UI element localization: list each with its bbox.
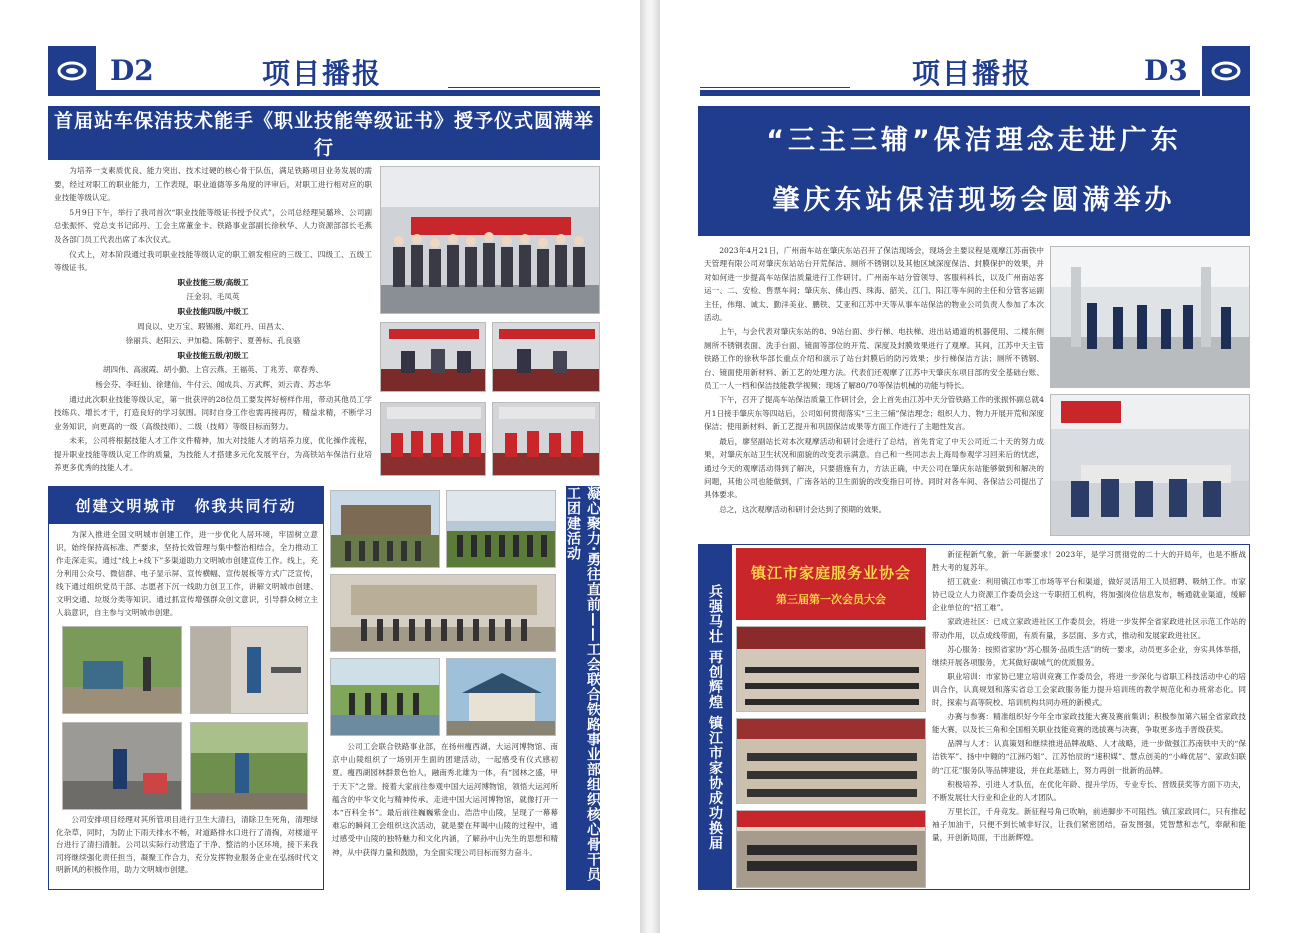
banner-meeting-name: 第三届第一次会员大会 bbox=[776, 592, 886, 606]
paragraph: 2023年4月21日，广州南车站在肇庆东站召开了保洁现场会，现场会主要议程是观摩江苏南铁中天管理有限公司对肇庆东站站台开荒保洁、厕所不锈钢以及其他区域深度保洁、封膜保护的效果，并对如何进一步提高车站保洁质量进行工作研讨。广州南车站分管领导、客服科科长，以及广州南站客运一、二、安检、售票车间；肇庆东、佛山西、珠海、韶关、江门、阳江等车间的主任和分管客运副主任，伟翔、诚太、勤洋美业、鹏铁、艾亚和江苏中天等从事车站保洁的物业公司负责人参加了本次活动。 bbox=[704, 246, 1044, 323]
page-number: D3 bbox=[1144, 54, 1188, 87]
section-title: 项目播报 bbox=[262, 57, 383, 90]
grade-four-names: 周良以、史万宝、瑕锡湘、郑红丹、田昌太、 bbox=[137, 321, 289, 331]
photo-trip-museum bbox=[330, 574, 556, 652]
paragraph: 5月9日下午，举行了我司首次“职业技能等级证书授予仪式”，公司总经理吴璐珍、公司副总张振怀、党总支书记邱丹、工会主席董金卡、铁路事业部副长徐秋华、人力资源部部长毛燕及各部门员工代表出席了本次仪式。 bbox=[54, 207, 372, 244]
paragraph: 上午，与会代表对肇庆东站的8、9站台面、步行梯、电扶梯、进出站通道的机器使用、二楼东侧厕所不锈钢表面、洗手台面、镜面等部位的开荒、深度及封膜效果进行了观摩。其间，江苏中天主管铁路工作的徐秋华部长重点介绍和演示了站台封膜后的防污效果；步行梯保洁方法；厕所不锈钢、台、镜面使用新材料、新工艺的处理方法。代表们还观摩了江苏中天肇庆东项目部的安全基础台账、员工一人一档和保洁技能教学视频；现场了解80/70等保洁机械的功能与特长。 bbox=[704, 327, 1044, 391]
paragraph: 为深入推进全国文明城市创建工作，进一步优化人居环境，牢固树立意识，始终保持高标准、严要求，坚持长效管理与集中整治相结合，全力推动工作走深走实。通过“线上+线下”多渠道助力文明城市创建宣传工作。线上，充分利用公众号、微信群、电子显示屏、宣传横幅、宣传展板等方式广泛宣传，线下通过组织党员干部、志愿者下沉一线助力创卫工作，讲解文明城市创建、文明交通、垃圾分类等知识。通过抓宣传增强群众创文意识，引导群众树立主人翁意识，自主参与文明城市创建。 bbox=[56, 530, 318, 617]
article-headline-certificate: 首届站车保洁技术能手《职业技能等级证书》授予仪式圆满举行 bbox=[48, 106, 600, 160]
headline-line-2: 肇庆东站保洁现场会圆满举办 bbox=[772, 185, 1176, 216]
section-title: 项目播报 bbox=[912, 57, 1033, 90]
banner-org-name: 镇江市家庭服务业协会 bbox=[750, 563, 911, 582]
photo-trip-gate bbox=[330, 490, 440, 568]
company-logo-icon bbox=[48, 46, 96, 96]
photo-cleaning-3 bbox=[62, 722, 182, 810]
vertical-headline-zhenjiang: 兵强马壮 再创辉煌 镇江市家协成功换届 bbox=[698, 544, 732, 890]
article-headline-civilized-city: 创建文明城市 你我共同行动 bbox=[48, 486, 324, 524]
article-body-certificate bbox=[54, 164, 372, 482]
photo-assembly-hall-1 bbox=[736, 626, 926, 712]
photo-ceremony-group bbox=[380, 166, 600, 314]
paragraph: 积极培养、引进人才队伍，在优化年龄、提升学历，专业专长、晋级获奖等方面下功夫，不断发展壮大行业和企业的人才团队。 bbox=[932, 779, 1246, 802]
paragraph: 品牌与人才：认真策划和继续推进品牌战略、人才战略，进一步做强江苏南铁中天的“保洁铁军”、扬中中翱的“江洲巧姐”、江苏怡辰的“速积媒”、慧点创美的“小峰优居”、家政妇联的“江花”服务队等品牌建设，并在此基础上，努力再创一批新的品牌。 bbox=[932, 739, 1246, 775]
photo-trip-lake bbox=[330, 658, 440, 736]
article-body-civilized-city-2 bbox=[56, 814, 318, 888]
paragraph: 总之，这次观摩活动和研讨会达到了预期的效果。 bbox=[719, 504, 887, 514]
paragraph: 新征程新气象，新一年新要求！2023年，是学习贯彻党的二十大的开局年，也是不断战胜大考的复苏年。 bbox=[932, 550, 1246, 573]
grade-four-names: 徐丽兵、赵阳云、尹加稳、陈朝宇、夏善标、孔良骆 bbox=[125, 336, 301, 346]
paragraph: 万里长江，千舟竞发。新征程号角已吹响，前进脚步不可阻挡。镇江家政同仁，只有推起袖子加油干，只便不到长城非好汉，让我们紧密团结，奋发图强，凭智慧和志气，奉献和能量，开创新局面，干出新辉煌。 bbox=[932, 806, 1246, 842]
photo-station-inspection bbox=[1050, 246, 1250, 388]
photo-award-2 bbox=[492, 322, 600, 392]
grade-three-names: 汪金羽、毛凤英 bbox=[186, 292, 240, 302]
paragraph: 最后，廖坚副站长对本次观摩活动和研讨会进行了总结，首先肯定了中天公司近二十天的努力成果，对肇庆东站卫生状况和面貌的改变表示满意。自己和一些同志去上海局参观学习回来后的忧虑，通过今天的观摩活动得到了解决，只要措施有力，方法正确，中天公司在肇庆东站能够做到和解决的问题，其他公司也能做到，广南各站的卫生面貌的改变指日可待。同时对各车间、各保洁公司提出了具体要求。 bbox=[704, 436, 1044, 500]
paragraph: 苏心服务：按照省家协“苏心服务·品质生活”的统一要求，动员更多企业，夯实具体举措，继续开展各项服务，尤其做好碳城气的优质服务。 bbox=[932, 644, 1246, 667]
page-header-d2 bbox=[48, 46, 600, 96]
article-headline-zhaoqing bbox=[698, 106, 1250, 236]
photo-cleaning-2 bbox=[190, 626, 308, 714]
photo-assembly-hall-2 bbox=[736, 718, 926, 804]
paragraph: 未来，公司将根据技能人才工作文件精神，加大对技能人才的培养力度，优化操作流程，提升职业技能等级认定工作的质量，为技能人才搭建多元化发展平台，为高铁站车保洁行业培养更多优秀的技能人才。 bbox=[54, 436, 372, 473]
page-gutter bbox=[640, 0, 660, 933]
photo-trip-mausoleum bbox=[446, 658, 556, 736]
header-rule bbox=[700, 90, 1200, 96]
paragraph: 为培养一支素质优良、能力突出、技术过硬的核心骨干队伍，满足铁路项目业务发展的需要，经过对职工的职业能力，工作表现，职业道德等多角度的评审后，对职工进行相对应的职业技能等级认定。 bbox=[54, 166, 372, 203]
paragraph: 仪式上，对本阶段通过我司职业技能等级认定的职工颁发相应的三级工、四级工、五级工等级证书。 bbox=[54, 249, 372, 273]
header-rule bbox=[96, 90, 600, 96]
page-d3 bbox=[660, 0, 1298, 933]
company-logo-icon bbox=[1202, 46, 1250, 96]
page-d2 bbox=[0, 0, 640, 933]
article-body-zhaoqing bbox=[704, 244, 1044, 536]
header-thin-rule bbox=[700, 87, 850, 88]
photo-meeting-room bbox=[1050, 394, 1250, 536]
paragraph: 招工就业：利用镇江市零工市场等平台和渠道，做好灵活用工人员招聘、吸纳工作。市家协已设立人力资源工作委员会这一专职招工机构，将加强岗位信息发布，畅通就业渠道，缓解企业单位的“招工难”。 bbox=[932, 577, 1246, 613]
photo-cleaning-1 bbox=[62, 626, 182, 714]
photo-award-3 bbox=[380, 402, 486, 476]
photo-award-1 bbox=[380, 322, 486, 392]
article-body-zhenjiang bbox=[932, 548, 1246, 888]
photo-assembly-group bbox=[736, 810, 926, 888]
paragraph: 公司安排项目经理对其所管项目进行卫生大清扫，清除卫生死角，清理绿化杂草，同时，为防止下雨天排水不畅，对道路排水口进行了清掏，对楼道平台进行了清扫清脏。公司以实际行动营造了干净、整洁的小区环境，接下来我司将继续强化责任担当，凝聚工作合力，充分发挥物业服务企业在弘扬时代文明新风的积极作用，助力文明城市创建。 bbox=[56, 815, 318, 875]
paragraph: 下午，召开了提高车站保洁质量工作研讨会，会上首先由江苏中天分管铁路工作的张振怀副总就4月1日接手肇庆东等四站后，公司如何贯彻落实“三主三辅”保洁理念；组织人力、物力开展开荒和深度保洁；使用新材料、新工艺提升和巩固保洁成果等方面工作进行了主题性发言。 bbox=[704, 395, 1044, 432]
header-thin-rule bbox=[448, 87, 600, 88]
grade-three-title: 职业技能三级/高级工 bbox=[177, 277, 249, 287]
page-header-d3 bbox=[700, 46, 1250, 96]
photo-award-4 bbox=[492, 402, 600, 476]
grade-five-names: 胡四伟、高淑霞、胡小勤、上官云燕、王福英、丁兆芳、章春秀、 bbox=[102, 365, 324, 375]
article-body-civilized-city bbox=[56, 528, 318, 620]
paragraph: 公司工会联合铁路事业部，在扬州瘦西湖、大运河博物馆、南京中山陵组织了一场别开生面的团建活动，一起感受有仪式感初夏。瘦西湖园林群景色怡人，融南秀北雄为一体，有“园林之盛，甲于天下”之誉。接着大家前往参观中国大运河博物馆，领悟大运河所蕴含的中华文化与精神传承。走进中国大运河博物馆，就像打开一本“百科全书”。最后前往巍巍紫金山、浩浩中山陵，呈现了一幕幕难忘的瞬间工会组织这次活动，就是要在拜谒中山陵的过程中，通过感受中山陵的独特魅力和文化内涵，了解孙中山先生的思想和精神，从中获得力量和鼓励，为全面实现公司目标而努力奋斗。 bbox=[332, 742, 558, 857]
vertical-headline-team-building: 凝心聚力·勇往直前——工会联合铁路事业部组织核心骨干员工团建活动 bbox=[566, 486, 600, 890]
photo-trip-garden bbox=[446, 490, 556, 568]
paragraph: 职业培训：市家协已建立培训竞赛工作委员会，将进一步深化与省职工科技活动中心的培训合作，认真规划和落实省总工会家政服务能力提升培训班的教学规范化和办班常态化。同时，探索与高等院校、培训机构共同办班的新模式。 bbox=[932, 671, 1246, 708]
paragraph: 办赛与参赛：精准组织好今年全市家政技能大赛及赛前集训；积极参加第六届全省家政技能大赛，以及长三角和全国相关职业技能竞赛的选拔赛与决赛，争取更多选手晋级获奖。 bbox=[932, 712, 1246, 735]
grade-five-title: 职业技能五级/初级工 bbox=[177, 350, 249, 360]
article-body-team-building bbox=[332, 740, 558, 888]
photo-cleaning-4 bbox=[190, 722, 308, 810]
page-number: D2 bbox=[110, 54, 154, 87]
photo-assembly-banner bbox=[736, 548, 926, 620]
grade-four-title: 职业技能四级/中级工 bbox=[177, 306, 249, 316]
headline-line-1: “三主三辅”保洁理念走进广东 bbox=[766, 125, 1182, 156]
paragraph: 家政进社区：已成立家政进社区工作委员会，将进一步发挥全省家政进社区示范工作站的带动作用，以点成线带面，有质有量，多层面、多方式，推动和发展家政进社区。 bbox=[932, 617, 1246, 640]
grade-five-names: 杨会芬、李旺仙、徐建仙、牛付云、闻成兵、万武辉、刘云青、苏志华 bbox=[95, 379, 331, 389]
paragraph: 通过此次职业技能等级认定，第一批获评的28位员工要发挥好榜样作用，带动其他员工学技练兵、增长才干，打造良好的学习氛围。同时自身工作也需再接再厉，精益求精，不断学习业务知识，向更高的一级（高级技师）、二级（技师）等级目标而努力。 bbox=[54, 394, 372, 431]
